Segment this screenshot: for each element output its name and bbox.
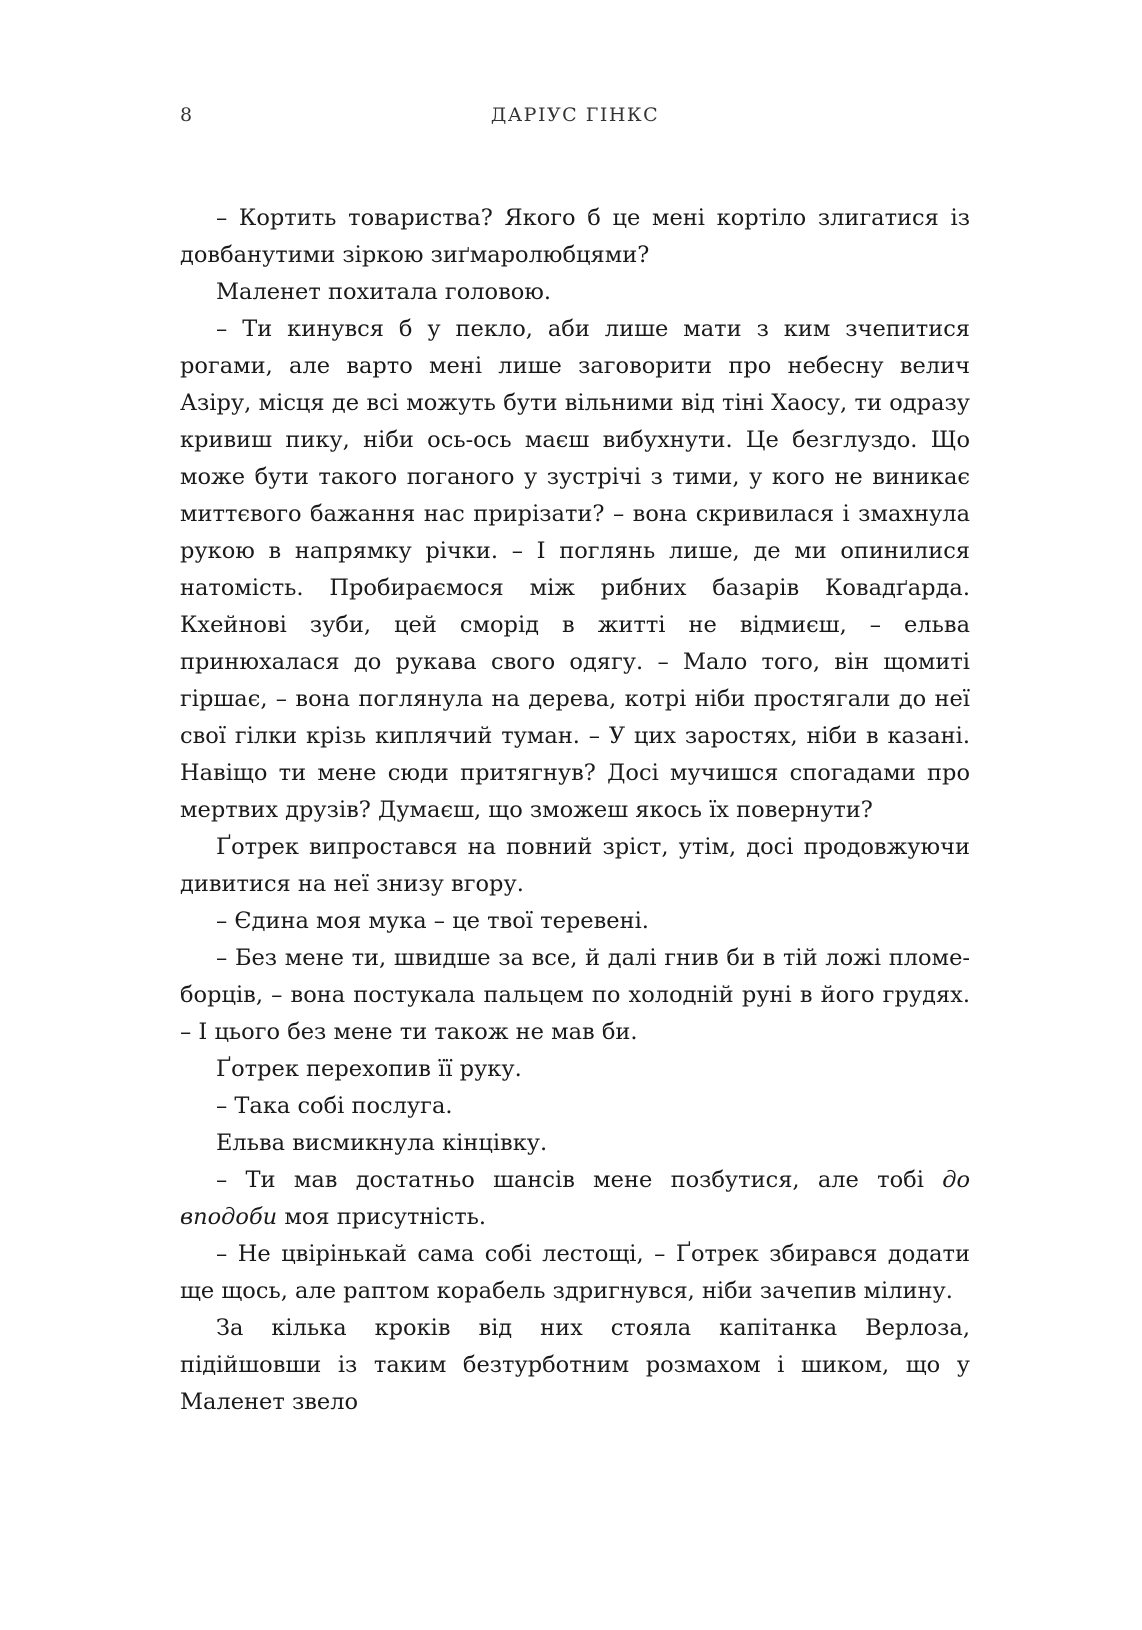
paragraph: Ґотрек перехопив її руку. [216,1056,522,1082]
paragraph: – Кортить товариства? Якого б це мені кортіло злигатися із довбанутими зіркою зиґмаролюбцями? [180,205,970,268]
paragraph: Маленет похитала головою. [216,279,552,305]
paragraph: – Така собі послуга. [216,1093,453,1119]
paragraph: – Єдина моя мука – це твої теревені. [216,908,649,934]
paragraph: Ельва висмикнула кінцівку. [216,1130,548,1156]
paragraph: – Ти кинувся б у пекло, аби лише мати з ким зчепитися рогами, але варто мені лише заговорити про небесну велич Азіру, місця де всі можуть бути вільними від тіні Хаосу, ти одразу кривиш пику, ніби ось-ось маєш вибухнути. Це безглуздо. Що може бути такого поганого у зустрічі з тими, у кого не виникає миттєвого бажання нас прирізати? – вона скривилася і змахнула рукою в напрямку річки. – І поглянь лише, де ми опинилися натомість. Пробираємося між рибних базарів Ковадґарда. Кхейнові зуби, цей сморід в житті не відмиєш, – ельва принюхалася до рукава свого одягу. – Мало того, він щомиті гіршає, – вона поглянула на дерева, котрі ніби простягали до неї свої гілки крізь киплячий туман. – У цих заростях, ніби в казані. Навіщо ти мене сюди притягнув? Досі мучишся спогадами про мертвих друзів? Думаєш, що зможеш якось їх повернути? [180,316,970,823]
page-number: 8 [180,104,194,126]
body-text [180,200,970,1421]
running-head-author: ДАРІУС ГІНКС [490,104,660,126]
paragraph-text: моя присутність. [277,1204,487,1230]
paragraph-with-emphasis [180,1162,970,1236]
paragraph: За кілька кроків від них стояла капітанка Верлоза, підійшовши із таким безтурботним розмахом і шиком, що у Маленет звело [180,1315,970,1415]
running-head [180,104,970,134]
paragraph: – Не цвірінькай сама собі лестощі, – Ґотрек збирався додати ще щось, але раптом корабель здригнувся, ніби зачепив мілину. [180,1241,970,1304]
paragraph: Ґотрек випростався на повний зріст, утім, досі продовжуючи дивитися на неї знизу вгору. [180,834,970,897]
paragraph-text: – Ти мав достатньо шансів мене позбутися, але тобі [216,1167,943,1193]
italic-emphasis: до вподоби [180,1167,970,1230]
paragraph: – Без мене ти, швидше за все, й далі гнив би в тій ложі пломеборців, – вона постукала пальцем по холодній руні в його грудях. – І цього без мене ти також не мав би. [180,945,970,1045]
